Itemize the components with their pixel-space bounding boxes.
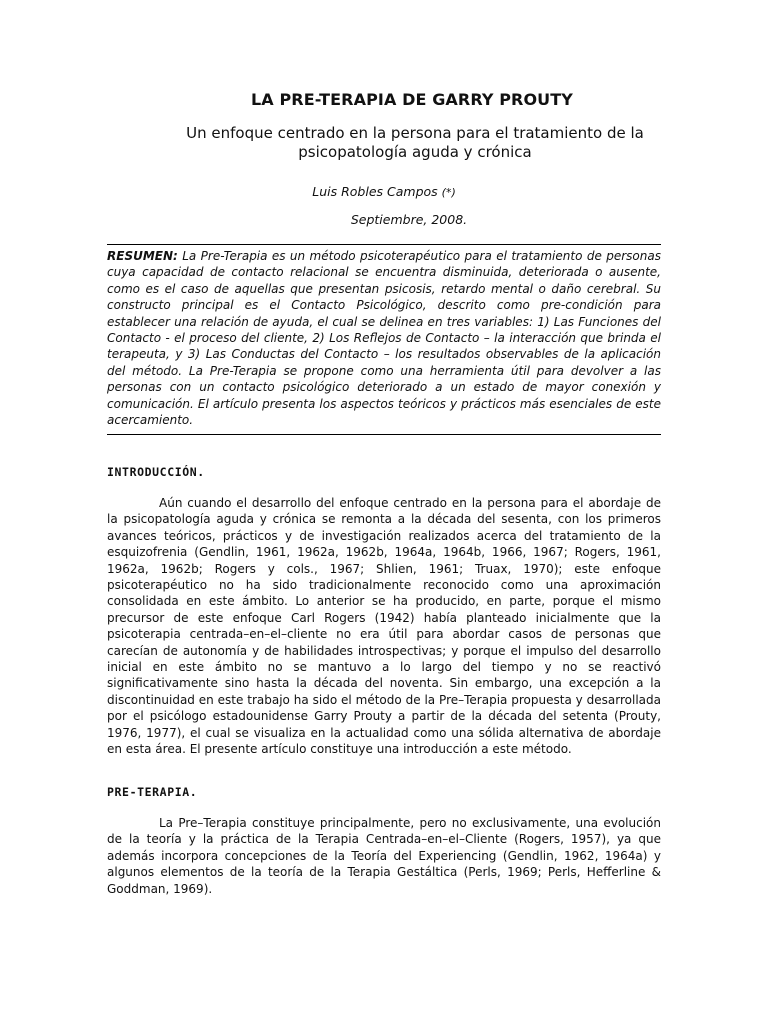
abstract-top-rule <box>107 244 661 245</box>
abstract-bottom-rule <box>107 434 661 435</box>
publication-date: Septiembre, 2008. <box>350 212 468 227</box>
section-paragraph-introduccion: Aún cuando el desarrollo del enfoque centrado en la persona para el abordaje de la psicopatología aguda y crónica se remonta a la década del sesenta, con los primeros avances teóricos, prácticos y de investigación realizados acerca del tratamiento de la esquizofrenia (Gendlin, 1961, 1962a, 1962b, 1964a, 1964b, 1966, 1967; Rogers, 1961, 1962a, 1962b; Rogers y cols., 1967; Shlien, 1961; Truax, 1970); este enfoque psicoterapéutico no ha sido tradicionalmente reconocido como una aproximación consolidada en este ámbito. Lo anterior se ha producido, en parte, porque el mismo precursor de este enfoque Carl Rogers (1942) había planteado inicialmente que la psicoterapia centrada–en–el–cliente no era útil para abordar casos de personas que carecían de autonomía y de habilidades introspectivas; y porque el impulso del desarrollo inicial en este ámbito no se mantuvo a lo largo del tiempo y no se reactivó significativamente sino hasta la década del noventa. Sin embargo, una excepción a la discontinuidad en este trabajo ha sido el método de la Pre–Terapia propuesta y desarrollada por el psicólogo estadounidense Garry Prouty a partir de la década del setenta (Prouty, 1976, 1977), el cual se visualiza en la actualidad como una sólida alternativa de abordaje en esta área. El presente artículo constituye una introducción a este método. <box>107 496 661 757</box>
author-footnote-mark: (*) <box>441 186 456 199</box>
document-title: LA PRE-TERAPIA DE GARRY PROUTY <box>251 90 573 109</box>
author-line <box>0 184 768 199</box>
abstract-label: RESUMEN: <box>107 249 178 263</box>
section-heading-pre-terapia: PRE-TERAPIA. <box>107 785 198 799</box>
abstract <box>107 248 661 428</box>
document-subtitle: Un enfoque centrado en la persona para el tratamiento de la psicopatología aguda y crónica <box>186 124 644 161</box>
abstract-text: La Pre-Terapia es un método psicoterapéutico para el tratamiento de personas cuya capacidad de contacto relacional se encuentra disminuida, deteriorada o ausente, como es el caso de aquellas que presentan psicosis, retardo mental o daño cerebral. Su constructo principal es el Contacto Psicológico, descrito como pre-condición para establecer una relación de ayuda, el cual se delinea en tres variables: 1) Las Funciones del Contacto - el proceso del cliente, 2) Los Reflejos de Contacto – la interacción que brinda el terapeuta, y 3) Las Conductas del Contacto – los resultados observables de la aplicación del método. La Pre-Terapia se propone como una herramienta útil para devolver a las personas con un contacto psicológico deteriorado a un estado de mayor conexión y comunicación. El artículo presenta los aspectos teóricos y prácticos más esenciales de este acercamiento. <box>107 249 661 428</box>
section-heading-introduccion: INTRODUCCIÓN. <box>107 465 205 479</box>
author-name: Luis Robles Campos <box>312 184 438 199</box>
section-paragraph-pre-terapia: La Pre–Terapia constituye principalmente, pero no exclusivamente, una evolución de la teoría y la práctica de la Terapia Centrada–en–el–Cliente (Rogers, 1957), ya que además incorpora concepciones de la Teoría del Experiencing (Gendlin, 1962, 1964a) y algunos elementos de la teoría de la Terapia Gestáltica (Perls, 1969; Perls, Hefferline & Goddman, 1969). <box>107 816 661 896</box>
